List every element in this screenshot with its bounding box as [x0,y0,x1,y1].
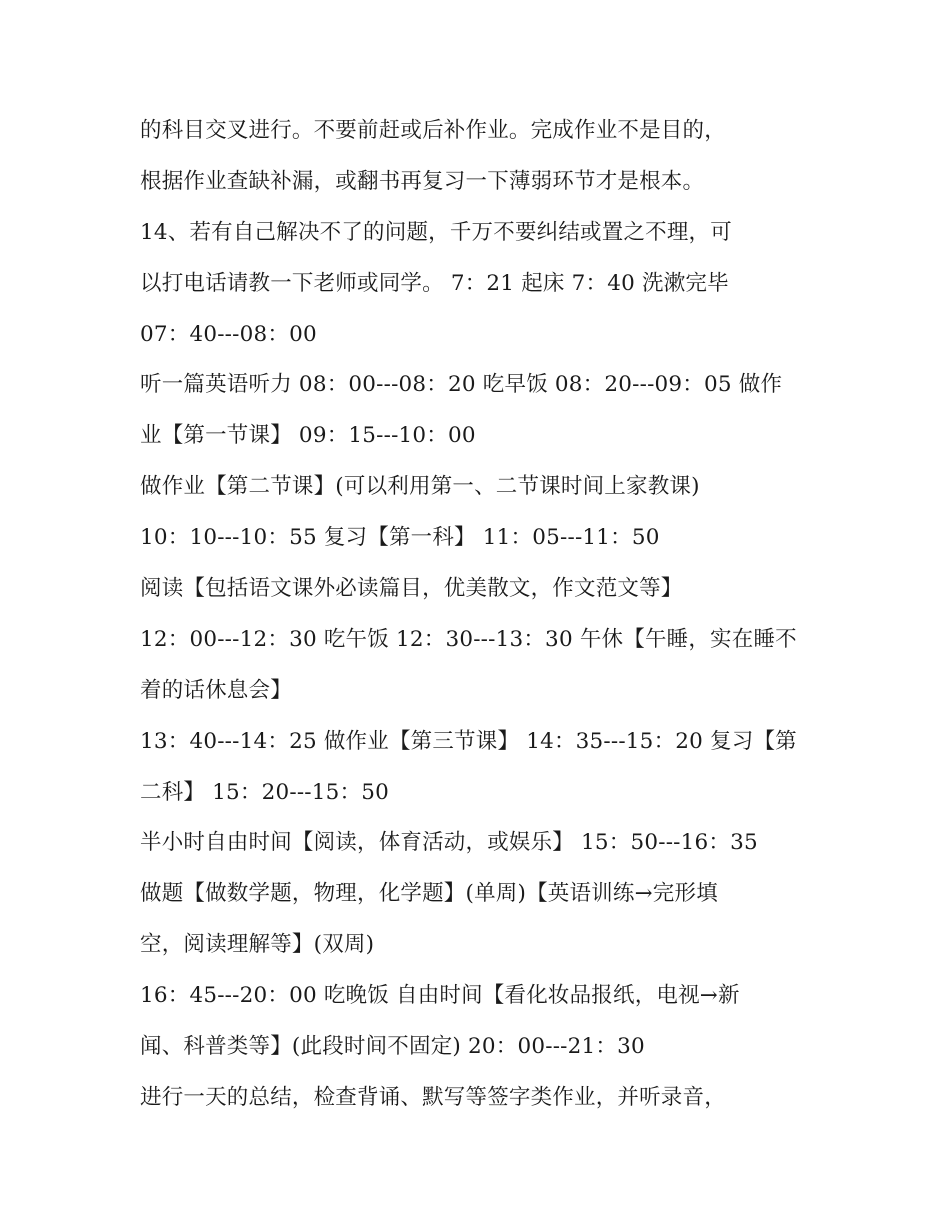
text-line-18: 16：45---20：00 吃晚饭 自由时间【看化妆品报纸，电视→新 [140,983,740,1009]
body-text [140,106,830,1124]
text-line-11: 12：00---12：30 吃午饭 12：30---13：30 午休【午睡，实在睡不 [140,626,797,652]
text-line-12: 着的话休息会】 [140,677,292,703]
text-line-9: 10：10---10：55 复习【第一科】 11：05---11：50 [140,525,660,551]
text-line-7: 业【第一节课】 09：15---10：00 [140,423,476,449]
text-line-16: 做题【做数学题，物理，化学题】(单周)【英语训练→完形填 [140,881,718,907]
text-line-17: 空，阅读理解等】(双周) [140,932,375,958]
text-line-14: 二科】 15：20---15：50 [140,779,389,805]
text-line-6: 听一篇英语听力 08：00---08：20 吃早饭 08：20---09：05 做作 [140,372,783,398]
text-line-20: 进行一天的总结，检查背诵、默写等签字类作业，并听录音， [140,1084,726,1110]
text-line-3: 14、若有自己解决不了的问题，千万不要纠结或置之不理，可 [140,219,732,245]
text-line-4: 以打电话请教一下老师或同学。 7：21 起床 7：40 洗漱完毕 [140,270,729,296]
text-line-19: 闻、科普类等】(此段时间不固定) 20：00---21：30 [140,1034,645,1060]
text-line-15: 半小时自由时间【阅读，体育活动，或娱乐】 15：50---16：35 [140,830,758,856]
text-line-13: 13：40---14：25 做作业【第三节课】 14：35---15：20 复习【第 [140,728,797,754]
text-line-5: 07：40---08：00 [140,321,317,347]
text-line-2: 根据作业查缺补漏，或翻书再复习一下薄弱环节才是根本。 [140,168,705,194]
text-line-8: 做作业【第二节课】(可以利用第一、二节课时间上家教课) [140,474,700,500]
text-line-1: 的科目交叉进行。不要前赶或后补作业。完成作业不是目的， [140,118,726,143]
text-line-10: 阅读【包括语文课外必读篇目，优美散文，作文范文等】 [140,576,683,602]
